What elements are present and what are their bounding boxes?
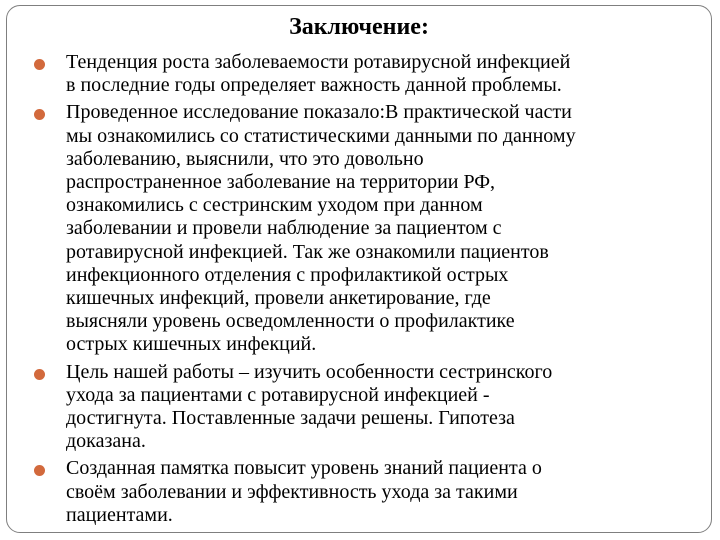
list-item-text-line: заболеванию, выяснили, что это довольно <box>66 147 424 170</box>
circle-bullet-icon <box>34 109 45 120</box>
list-item-text-line: ухода за пациентами с ротавирусной инфекцией - <box>66 383 490 406</box>
list-item-text-line: доказана. <box>66 430 146 453</box>
circle-bullet-icon <box>34 465 45 476</box>
list-item-text-line: заболевании и провели наблюдение за пациентом с <box>66 217 502 240</box>
circle-bullet-icon <box>34 369 45 380</box>
slide-title: Заключение: <box>289 14 429 40</box>
list-item-text-line: острых кишечных инфекций. <box>66 333 317 356</box>
list-item-text-line: Тенденция роста заболеваемости ротавирусной инфекцией <box>66 51 571 73</box>
slide-frame <box>6 5 712 533</box>
list-item-text-line: ротавирусной инфекцией. Так же ознакомили пациентов <box>66 240 549 263</box>
list-item-text-line: кишечных инфекций, провели анкетирование, где <box>66 287 491 310</box>
list-item <box>29 51 697 97</box>
list-item <box>29 361 697 454</box>
list-item-text-line: своём заболевании и эффективность ухода за такими <box>66 480 518 503</box>
list-item-text-line: ознакомились с сестринским уходом при данном <box>66 194 483 217</box>
list-item <box>29 101 697 356</box>
list-item-text-line: выясняли уровень осведомленности о профилактике <box>66 310 515 333</box>
list-item-text-line: Созданная памятка повысит уровень знаний пациента о <box>66 457 542 480</box>
list-item-text-line: в последние годы определяет важность данной проблемы. <box>66 74 562 97</box>
list-item-text-line: распространенное заболевание на территории РФ, <box>66 171 496 194</box>
list-item <box>29 457 697 527</box>
list-item-text-line: мы ознакомились со статистическими данными по данному <box>66 124 576 147</box>
list-item-text-line: пациентами. <box>66 503 173 526</box>
circle-bullet-icon <box>34 59 45 70</box>
list-item-text-line: достигнута. Поставленные задачи решены. Гипотеза <box>66 407 515 430</box>
bullet-list <box>29 51 697 531</box>
list-item-text-line: инфекционного отделения с профилактикой острых <box>66 263 509 286</box>
list-item-text-line: Цель нашей работы – изучить особенности сестринского <box>66 360 553 383</box>
list-item-text-line: Проведенное исследование показало:В практической части <box>66 101 572 124</box>
